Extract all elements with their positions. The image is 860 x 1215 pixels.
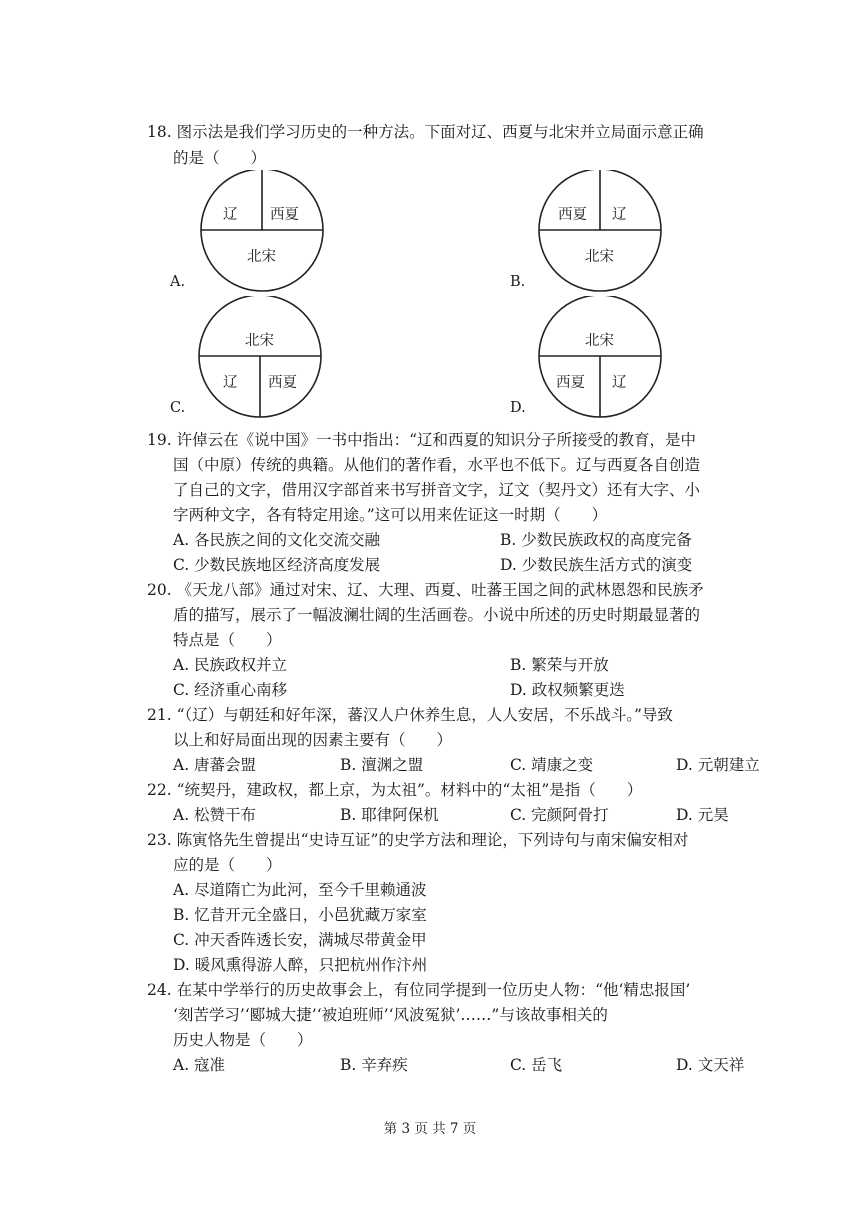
- q20-option-d: D. 政权频繁更迭: [510, 681, 625, 699]
- q18-d-label: D.: [510, 400, 526, 416]
- q22-option-a: A. 松赞干布: [173, 806, 257, 824]
- q20-stem-line-1: 20. 《天龙八部》通过对宋、辽、大理、西夏、吐蕃王国之间的武林恩怨和民族矛: [147, 581, 704, 599]
- q19-stem-line-2: 国（中原）传统的典籍。从他们的著作看，水平也不低下。辽与西夏各自创造: [173, 456, 701, 474]
- q23-option-a: A. 尽道隋亡为此河，至今千里赖通波: [173, 881, 427, 899]
- q21-stem-line-1: 21. “（辽）与朝廷和好年深，蕃汉人户休养生息，人人安居，不乐战斗。”导致: [147, 706, 673, 724]
- q24-stem-line-3: 历史人物是（ ）: [173, 1031, 313, 1049]
- q22-option-c: C. 完颜阿骨打: [510, 806, 609, 824]
- q18-b-label: B.: [510, 274, 526, 290]
- q18-diagram-d-circle: [510, 296, 685, 421]
- q18-a-label: A.: [170, 274, 186, 290]
- q19-option-d: D. 少数民族生活方式的演变: [500, 556, 693, 574]
- q19-option-c: C. 少数民族地区经济高度发展: [173, 556, 381, 574]
- q21-option-b: B. 澶渊之盟: [340, 756, 424, 774]
- q18-diagram-c: [170, 296, 345, 421]
- q18-c-xixia: 西夏: [268, 375, 297, 391]
- q24-option-c: C. 岳飞: [510, 1056, 563, 1074]
- q22-option-d: D. 元昊: [676, 806, 729, 824]
- q19-stem-line-1: 19. 许倬云在《说中国》一书中指出：“辽和西夏的知识分子所接受的教育，是中: [147, 431, 697, 449]
- q22-option-b: B. 耶律阿保机: [340, 806, 439, 824]
- q18-diagram-d: [510, 296, 685, 421]
- q18-stem-line-2: 的是（ ）: [173, 149, 267, 167]
- q24-option-a: A. 寇准: [173, 1056, 226, 1074]
- q18-diagram-c-circle: [170, 296, 345, 421]
- q18-b-xixia: 西夏: [558, 207, 587, 223]
- q24-stem-line-1: 24. 在某中学举行的历史故事会上，有位同学提到一位历史人物：“他‘精忠报国’: [147, 981, 691, 999]
- q20-stem-line-2: 盾的描写，展示了一幅波澜壮阔的生活画卷。小说中所述的历史时期最显著的: [173, 606, 701, 624]
- q18-d-beisong: 北宋: [585, 333, 614, 349]
- q21-option-c: C. 靖康之变: [510, 756, 594, 774]
- q24-stem-line-2: ‘刻苦学习’‘郾城大捷’‘被迫班师’‘风波冤狱’……”与该故事相关的: [173, 1006, 608, 1024]
- q18-a-xixia: 西夏: [270, 207, 299, 223]
- q19-option-a: A. 各民族之间的文化交流交融: [173, 531, 381, 549]
- q18-c-label: C.: [170, 400, 186, 416]
- q18-d-xixia: 西夏: [556, 375, 585, 391]
- q24-option-d: D. 文天祥: [676, 1056, 745, 1074]
- q18-diagram-a-circle: [170, 170, 345, 295]
- q24-option-b: B. 辛弃疾: [340, 1056, 408, 1074]
- q23-option-b: B. 忆昔开元全盛日，小邑犹藏万家室: [173, 906, 427, 924]
- q18-diagram-a: [170, 170, 345, 295]
- q22-stem-line-1: 22. “统契丹，建政权，都上京，为太祖”。材料中的“太祖”是指（ ）: [147, 781, 643, 799]
- q23-option-d: D. 暖风熏得游人醉，只把杭州作汴州: [173, 956, 428, 974]
- q23-stem-line-2: 应的是（ ）: [173, 856, 282, 874]
- q20-stem-line-3: 特点是（ ）: [173, 631, 282, 649]
- page-footer: 第 3 页 共 7 页: [383, 1121, 477, 1137]
- q20-option-b: B. 繁荣与开放: [510, 656, 609, 674]
- q18-stem-line-1: 18. 图示法是我们学习历史的一种方法。下面对辽、西夏与北宋并立局面示意正确: [147, 123, 704, 141]
- q21-option-a: A. 唐蕃会盟: [173, 756, 257, 774]
- q18-c-beisong: 北宋: [245, 333, 274, 349]
- q18-a-beisong: 北宋: [247, 249, 276, 265]
- q18-a-liao: 辽: [223, 207, 238, 223]
- q18-diagram-b-circle: [510, 170, 685, 295]
- q23-stem-line-1: 23. 陈寅恪先生曾提出“史诗互证”的史学方法和理论，下列诗句与南宋偏安相对: [147, 831, 689, 849]
- q20-option-c: C. 经济重心南移: [173, 681, 288, 699]
- q18-b-liao: 辽: [612, 207, 627, 223]
- q18-d-liao: 辽: [612, 375, 627, 391]
- q19-stem-line-3: 了自己的文字，借用汉字部首来书写拼音文字，辽文（契丹文）还有大字、小: [173, 481, 701, 499]
- q18-c-liao: 辽: [223, 375, 238, 391]
- q18-diagram-b: [510, 170, 685, 295]
- q19-option-b: B. 少数民族政权的高度完备: [500, 531, 692, 549]
- q18-b-beisong: 北宋: [585, 249, 614, 265]
- q20-option-a: A. 民族政权并立: [173, 656, 288, 674]
- q23-option-c: C. 冲天香阵透长安，满城尽带黄金甲: [173, 931, 427, 949]
- q21-option-d: D. 元朝建立: [676, 756, 760, 774]
- q21-stem-line-2: 以上和好局面出现的因素主要有（ ）: [173, 731, 453, 749]
- q19-stem-line-4: 字两种文字，各有特定用途。”这可以用来佐证这一时期（ ）: [173, 506, 608, 524]
